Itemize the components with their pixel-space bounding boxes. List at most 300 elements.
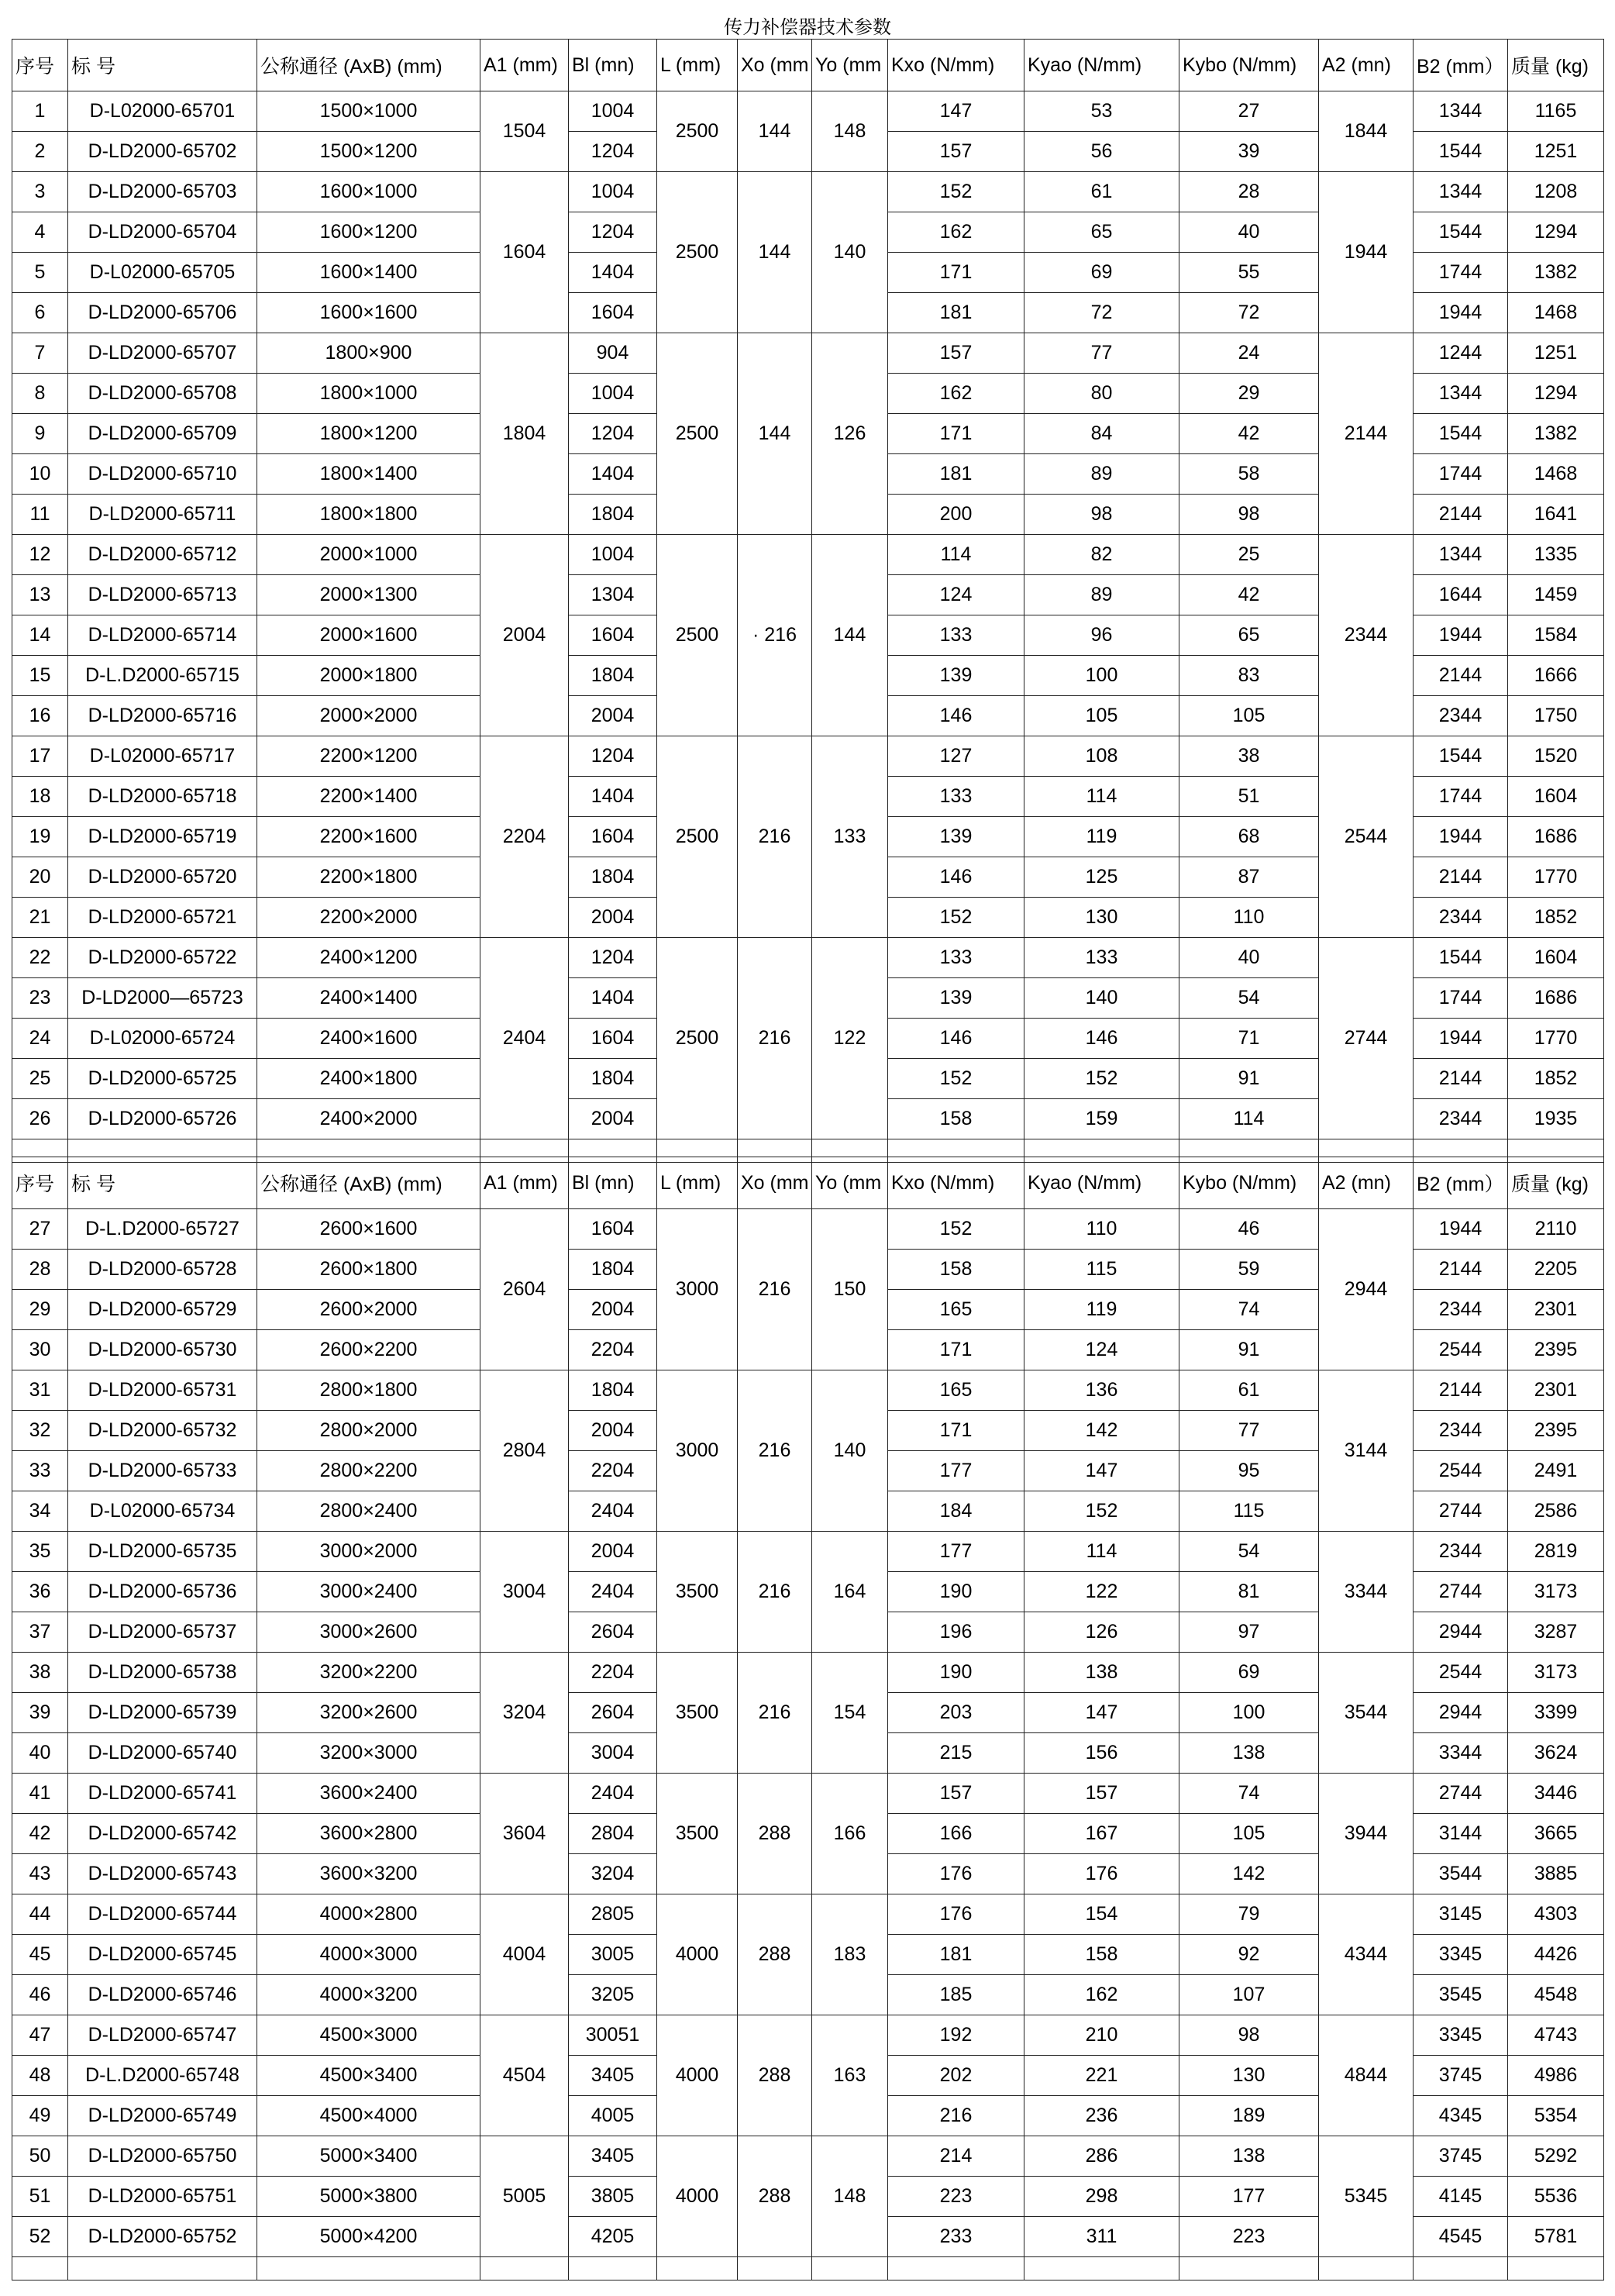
cell-mass: 2395 (1508, 1411, 1604, 1451)
cell-b2: 2144 (1414, 857, 1508, 898)
cell-kybo: 40 (1179, 212, 1319, 253)
cell-kybo: 98 (1179, 2015, 1319, 2056)
cell-no: 36 (12, 1572, 68, 1612)
cell-mass: 1520 (1508, 736, 1604, 777)
cell-code: D-LD2000-65708 (68, 374, 257, 414)
cell-no: 23 (12, 978, 68, 1019)
cell-bl: 2604 (569, 1612, 657, 1653)
cell-kybo: 95 (1179, 1451, 1319, 1491)
cell-kyao: 236 (1024, 2096, 1179, 2136)
cell-kyao: 286 (1024, 2136, 1179, 2177)
table-row (12, 1653, 1604, 1693)
cell-b2: 2344 (1414, 1411, 1508, 1451)
cell-mass: 1382 (1508, 253, 1604, 293)
cell-kybo: 28 (1179, 172, 1319, 212)
cell-kybo: 130 (1179, 2056, 1319, 2096)
cell-bl: 1604 (569, 1019, 657, 1059)
cell-nominal-size: 2600×1600 (257, 1209, 480, 1250)
cell-code: D-LD2000-65711 (68, 495, 257, 535)
cell-b2: 2344 (1414, 1099, 1508, 1139)
cell-nominal-size: 2000×1600 (257, 615, 480, 656)
cell-kybo: 39 (1179, 132, 1319, 172)
cell-a2: 1944 (1319, 172, 1414, 333)
cell-nominal-size: 3600×2800 (257, 1814, 480, 1854)
cell-no: 6 (12, 293, 68, 333)
cell-kyao: 115 (1024, 1250, 1179, 1290)
cell-mass: 1750 (1508, 696, 1604, 736)
cell-mass: 3399 (1508, 1693, 1604, 1733)
cell-bl: 2004 (569, 696, 657, 736)
cell-b2: 1944 (1414, 615, 1508, 656)
cell-l: 3000 (657, 1370, 738, 1532)
cell-kyao: 98 (1024, 495, 1179, 535)
cell-l: 4000 (657, 2136, 738, 2257)
table-row (12, 2136, 1604, 2177)
cell-l: 3500 (657, 1653, 738, 1774)
cell-kybo: 110 (1179, 898, 1319, 938)
cell-no: 46 (12, 1975, 68, 2015)
cell-l: 3500 (657, 1532, 738, 1653)
cell-kyao: 56 (1024, 132, 1179, 172)
cell-mass: 1468 (1508, 293, 1604, 333)
cell-kxo: 185 (888, 1975, 1024, 2015)
cell-kxo: 171 (888, 414, 1024, 454)
cell-b2: 2144 (1414, 1059, 1508, 1099)
cell-kybo: 46 (1179, 1209, 1319, 1250)
cell-kybo: 92 (1179, 1935, 1319, 1975)
cell-nominal-size: 1800×1800 (257, 495, 480, 535)
cell-no: 39 (12, 1693, 68, 1733)
cell-bl: 1004 (569, 172, 657, 212)
cell-bl: 3204 (569, 1854, 657, 1894)
cell-a1: 2204 (480, 736, 569, 938)
cell-a2: 4844 (1319, 2015, 1414, 2136)
cell-b2: 3345 (1414, 2015, 1508, 2056)
cell-mass: 4426 (1508, 1935, 1604, 1975)
col-header-bl: Bl (mn) (569, 40, 657, 91)
cell-mass: 1770 (1508, 857, 1604, 898)
table-row (12, 736, 1604, 777)
cell-no: 15 (12, 656, 68, 696)
cell-code: D-LD2000-65707 (68, 333, 257, 374)
cell-code: D-LD2000-65729 (68, 1290, 257, 1330)
cell-kybo: 107 (1179, 1975, 1319, 2015)
cell-no: 34 (12, 1491, 68, 1532)
cell-mass: 1294 (1508, 374, 1604, 414)
col-header-a2: A2 (mn) (1319, 1157, 1414, 1209)
cell-kxo: 146 (888, 857, 1024, 898)
cell-code: D-LD2000-65703 (68, 172, 257, 212)
cell-a1: 4504 (480, 2015, 569, 2136)
cell-bl: 4005 (569, 2096, 657, 2136)
cell-yo: 166 (812, 1774, 888, 1894)
cell-mass: 1604 (1508, 938, 1604, 978)
cell-xo: · 216 (738, 535, 812, 736)
cell-no: 20 (12, 857, 68, 898)
cell-mass: 1686 (1508, 978, 1604, 1019)
cell-bl: 1304 (569, 575, 657, 615)
cell-kyao: 140 (1024, 978, 1179, 1019)
cell-kybo: 42 (1179, 575, 1319, 615)
cell-no: 37 (12, 1612, 68, 1653)
cell-l: 2500 (657, 91, 738, 172)
cell-no: 43 (12, 1854, 68, 1894)
table-row (12, 2015, 1604, 2056)
cell-code: D-LD2000-65743 (68, 1854, 257, 1894)
cell-code: D-LD2000-65713 (68, 575, 257, 615)
cell-kxo: 233 (888, 2217, 1024, 2257)
cell-no: 48 (12, 2056, 68, 2096)
cell-bl: 1804 (569, 1250, 657, 1290)
cell-mass: 2586 (1508, 1491, 1604, 1532)
cell-kyao: 298 (1024, 2177, 1179, 2217)
cell-no: 28 (12, 1250, 68, 1290)
cell-mass: 1604 (1508, 777, 1604, 817)
cell-kyao: 108 (1024, 736, 1179, 777)
cell-nominal-size: 3600×2400 (257, 1774, 480, 1814)
cell-kyao: 152 (1024, 1491, 1179, 1532)
cell-kxo: 152 (888, 1209, 1024, 1250)
cell-code: D-L.D2000-65715 (68, 656, 257, 696)
cell-no: 12 (12, 535, 68, 575)
cell-kxo: 200 (888, 495, 1024, 535)
cell-code: D-LD2000-65739 (68, 1693, 257, 1733)
cell-nominal-size: 3200×3000 (257, 1733, 480, 1774)
cell-kyao: 89 (1024, 575, 1179, 615)
cell-yo: 164 (812, 1532, 888, 1653)
cell-kxo: 133 (888, 777, 1024, 817)
cell-bl: 1204 (569, 132, 657, 172)
cell-b2: 1344 (1414, 91, 1508, 132)
cell-bl: 1404 (569, 978, 657, 1019)
cell-b2: 3344 (1414, 1733, 1508, 1774)
cell-nominal-size: 4000×2800 (257, 1894, 480, 1935)
cell-kyao: 146 (1024, 1019, 1179, 1059)
col-header-a2: A2 (mn) (1319, 40, 1414, 91)
cell-xo: 216 (738, 736, 812, 938)
cell-code: D-LD2000-65740 (68, 1733, 257, 1774)
cell-yo: 140 (812, 1370, 888, 1532)
cell-nominal-size: 3000×2000 (257, 1532, 480, 1572)
cell-kybo: 51 (1179, 777, 1319, 817)
cell-bl: 3004 (569, 1733, 657, 1774)
cell-no: 19 (12, 817, 68, 857)
cell-kxo: 177 (888, 1532, 1024, 1572)
blank-cell (1508, 2257, 1604, 2280)
cell-l: 2500 (657, 736, 738, 938)
table-row (12, 1894, 1604, 1935)
cell-bl: 3205 (569, 1975, 657, 2015)
cell-b2: 2544 (1414, 1451, 1508, 1491)
cell-code: D-LD2000-65718 (68, 777, 257, 817)
cell-a2: 2744 (1319, 938, 1414, 1139)
cell-code: D-L.D2000-65748 (68, 2056, 257, 2096)
cell-no: 51 (12, 2177, 68, 2217)
cell-code: D-L.D2000-65727 (68, 1209, 257, 1250)
cell-code: D-LD2000-65742 (68, 1814, 257, 1854)
cell-b2: 1744 (1414, 978, 1508, 1019)
cell-nominal-size: 2000×1300 (257, 575, 480, 615)
parameter-table-2 (12, 1157, 1604, 2280)
cell-xo: 216 (738, 1532, 812, 1653)
table-row (12, 91, 1604, 132)
cell-nominal-size: 5000×3400 (257, 2136, 480, 2177)
cell-code: D-LD2000-65745 (68, 1935, 257, 1975)
cell-mass: 1852 (1508, 898, 1604, 938)
cell-mass: 4743 (1508, 2015, 1604, 2056)
cell-kxo: 133 (888, 615, 1024, 656)
col-header-kyao: Kyao (N/mm) (1024, 1157, 1179, 1209)
cell-mass: 1468 (1508, 454, 1604, 495)
cell-kxo: 158 (888, 1099, 1024, 1139)
blank-cell (888, 2257, 1024, 2280)
cell-code: D-LD2000-65733 (68, 1451, 257, 1491)
cell-kyao: 147 (1024, 1693, 1179, 1733)
cell-bl: 1804 (569, 656, 657, 696)
cell-nominal-size: 3200×2600 (257, 1693, 480, 1733)
cell-a2: 2144 (1319, 333, 1414, 535)
cell-kybo: 100 (1179, 1693, 1319, 1733)
cell-kyao: 162 (1024, 1975, 1179, 2015)
cell-code: D-LD2000-65741 (68, 1774, 257, 1814)
cell-bl: 1804 (569, 495, 657, 535)
cell-mass: 5781 (1508, 2217, 1604, 2257)
cell-kxo: 114 (888, 535, 1024, 575)
cell-kybo: 40 (1179, 938, 1319, 978)
col-header-xo: Xo (mm (738, 1157, 812, 1209)
cell-code: D-LD2000-65725 (68, 1059, 257, 1099)
blank-row (12, 2257, 1604, 2280)
cell-l: 3500 (657, 1774, 738, 1894)
cell-nominal-size: 2200×1800 (257, 857, 480, 898)
cell-kybo: 29 (1179, 374, 1319, 414)
cell-mass: 1852 (1508, 1059, 1604, 1099)
cell-bl: 3405 (569, 2056, 657, 2096)
cell-kxo: 157 (888, 132, 1024, 172)
cell-kyao: 100 (1024, 656, 1179, 696)
cell-code: D-LD2000-65749 (68, 2096, 257, 2136)
cell-yo: 133 (812, 736, 888, 938)
col-header-xo: Xo (mm (738, 40, 812, 91)
cell-bl: 2805 (569, 1894, 657, 1935)
cell-code: D-LD2000-65736 (68, 1572, 257, 1612)
cell-kybo: 177 (1179, 2177, 1319, 2217)
col-header-nominal-size: 公称通径 (AxB) (mm) (257, 40, 480, 91)
cell-nominal-size: 5000×3800 (257, 2177, 480, 2217)
cell-code: D-LD2000-65746 (68, 1975, 257, 2015)
cell-b2: 1644 (1414, 575, 1508, 615)
table-row (12, 333, 1604, 374)
cell-kybo: 72 (1179, 293, 1319, 333)
table-row (12, 172, 1604, 212)
cell-mass: 1641 (1508, 495, 1604, 535)
cell-b2: 2144 (1414, 1370, 1508, 1411)
cell-yo: 126 (812, 333, 888, 535)
cell-kxo: 165 (888, 1290, 1024, 1330)
cell-a1: 4004 (480, 1894, 569, 2015)
cell-a1: 2604 (480, 1209, 569, 1370)
cell-nominal-size: 2800×2200 (257, 1451, 480, 1491)
cell-a1: 1604 (480, 172, 569, 333)
cell-no: 30 (12, 1330, 68, 1370)
cell-kybo: 25 (1179, 535, 1319, 575)
cell-a2: 3344 (1319, 1532, 1414, 1653)
cell-kxo: 196 (888, 1612, 1024, 1653)
cell-kybo: 24 (1179, 333, 1319, 374)
cell-kybo: 69 (1179, 1653, 1319, 1693)
table-header-row (12, 40, 1604, 91)
cell-bl: 1804 (569, 857, 657, 898)
blank-cell (738, 2257, 812, 2280)
cell-kybo: 77 (1179, 1411, 1319, 1451)
cell-bl: 30051 (569, 2015, 657, 2056)
cell-nominal-size: 2800×2400 (257, 1491, 480, 1532)
cell-xo: 288 (738, 1894, 812, 2015)
cell-yo: 183 (812, 1894, 888, 2015)
cell-code: D-LD2000-65719 (68, 817, 257, 857)
cell-a1: 3204 (480, 1653, 569, 1774)
cell-a2: 3944 (1319, 1774, 1414, 1894)
cell-kyao: 158 (1024, 1935, 1179, 1975)
cell-kybo: 68 (1179, 817, 1319, 857)
cell-xo: 288 (738, 1774, 812, 1894)
cell-kyao: 152 (1024, 1059, 1179, 1099)
cell-nominal-size: 4500×3000 (257, 2015, 480, 2056)
cell-kxo: 190 (888, 1572, 1024, 1612)
cell-a1: 2404 (480, 938, 569, 1139)
cell-bl: 1404 (569, 454, 657, 495)
cell-no: 14 (12, 615, 68, 656)
cell-nominal-size: 1600×1400 (257, 253, 480, 293)
cell-nominal-size: 2200×1400 (257, 777, 480, 817)
cell-code: D-LD2000-65721 (68, 898, 257, 938)
cell-code: D-LD2000-65726 (68, 1099, 257, 1139)
cell-kxo: 152 (888, 172, 1024, 212)
cell-kybo: 189 (1179, 2096, 1319, 2136)
cell-code: D-LD2000-65730 (68, 1330, 257, 1370)
cell-b2: 2344 (1414, 898, 1508, 938)
cell-kyao: 77 (1024, 333, 1179, 374)
cell-bl: 3405 (569, 2136, 657, 2177)
cell-kyao: 69 (1024, 253, 1179, 293)
col-header-b2: B2 (mm） (1414, 40, 1508, 91)
cell-kxo: 139 (888, 817, 1024, 857)
cell-b2: 4545 (1414, 2217, 1508, 2257)
cell-b2: 2544 (1414, 1653, 1508, 1693)
blank-cell (257, 2257, 480, 2280)
cell-mass: 4986 (1508, 2056, 1604, 2096)
cell-bl: 1204 (569, 938, 657, 978)
cell-kyao: 176 (1024, 1854, 1179, 1894)
cell-mass: 1251 (1508, 333, 1604, 374)
cell-code: D-LD2000-65706 (68, 293, 257, 333)
cell-bl: 2404 (569, 1572, 657, 1612)
cell-kyao: 221 (1024, 2056, 1179, 2096)
cell-code: D-LD2000-65709 (68, 414, 257, 454)
cell-no: 3 (12, 172, 68, 212)
cell-b2: 2344 (1414, 696, 1508, 736)
cell-code: D-LD2000-65722 (68, 938, 257, 978)
cell-yo: 148 (812, 91, 888, 172)
col-header-kybo: Kybo (N/mm) (1179, 40, 1319, 91)
cell-nominal-size: 2400×2000 (257, 1099, 480, 1139)
cell-kyao: 156 (1024, 1733, 1179, 1774)
cell-nominal-size: 1800×900 (257, 333, 480, 374)
cell-xo: 216 (738, 938, 812, 1139)
cell-b2: 3145 (1414, 1894, 1508, 1935)
cell-kxo: 162 (888, 212, 1024, 253)
document-title: 传力补偿器技术参数 (724, 16, 891, 38)
cell-kyao: 136 (1024, 1370, 1179, 1411)
cell-kybo: 115 (1179, 1491, 1319, 1532)
col-header-l: L (mm) (657, 1157, 738, 1209)
cell-kyao: 210 (1024, 2015, 1179, 2056)
cell-b2: 1344 (1414, 535, 1508, 575)
cell-code: D-L02000-65724 (68, 1019, 257, 1059)
cell-b2: 2944 (1414, 1693, 1508, 1733)
cell-kyao: 96 (1024, 615, 1179, 656)
col-header-kyao: Kyao (N/mm) (1024, 40, 1179, 91)
cell-kxo: 147 (888, 91, 1024, 132)
cell-kxo: 146 (888, 696, 1024, 736)
cell-bl: 1604 (569, 817, 657, 857)
cell-kxo: 190 (888, 1653, 1024, 1693)
cell-kxo: 152 (888, 1059, 1024, 1099)
cell-no: 44 (12, 1894, 68, 1935)
cell-xo: 216 (738, 1209, 812, 1370)
cell-kxo: 162 (888, 374, 1024, 414)
cell-nominal-size: 1600×1200 (257, 212, 480, 253)
cell-no: 11 (12, 495, 68, 535)
cell-b2: 1944 (1414, 1019, 1508, 1059)
cell-code: D-LD2000-65710 (68, 454, 257, 495)
cell-kybo: 54 (1179, 1532, 1319, 1572)
cell-nominal-size: 2200×2000 (257, 898, 480, 938)
cell-bl: 1604 (569, 293, 657, 333)
cell-yo: 163 (812, 2015, 888, 2136)
cell-kxo: 192 (888, 2015, 1024, 2056)
cell-mass: 1335 (1508, 535, 1604, 575)
col-header-b2: B2 (mm） (1414, 1157, 1508, 1209)
blank-cell (1179, 2257, 1319, 2280)
cell-no: 18 (12, 777, 68, 817)
cell-a2: 3144 (1319, 1370, 1414, 1532)
cell-mass: 2301 (1508, 1370, 1604, 1411)
table-header-row (12, 1157, 1604, 1209)
cell-nominal-size: 1600×1000 (257, 172, 480, 212)
cell-nominal-size: 2600×1800 (257, 1250, 480, 1290)
col-header-yo: Yo (mm (812, 40, 888, 91)
cell-kyao: 159 (1024, 1099, 1179, 1139)
cell-l: 3000 (657, 1209, 738, 1370)
cell-b2: 1344 (1414, 172, 1508, 212)
cell-mass: 1208 (1508, 172, 1604, 212)
cell-code: D-L02000-65734 (68, 1491, 257, 1532)
col-header-code: 标 号 (68, 1157, 257, 1209)
cell-code: D-LD2000-65712 (68, 535, 257, 575)
cell-mass: 1251 (1508, 132, 1604, 172)
cell-no: 5 (12, 253, 68, 293)
cell-mass: 3885 (1508, 1854, 1604, 1894)
cell-kyao: 119 (1024, 817, 1179, 857)
blank-cell (657, 2257, 738, 2280)
cell-b2: 1344 (1414, 374, 1508, 414)
cell-bl: 2204 (569, 1451, 657, 1491)
cell-nominal-size: 4000×3000 (257, 1935, 480, 1975)
cell-kxo: 202 (888, 2056, 1024, 2096)
cell-a1: 3004 (480, 1532, 569, 1653)
cell-kyao: 126 (1024, 1612, 1179, 1653)
